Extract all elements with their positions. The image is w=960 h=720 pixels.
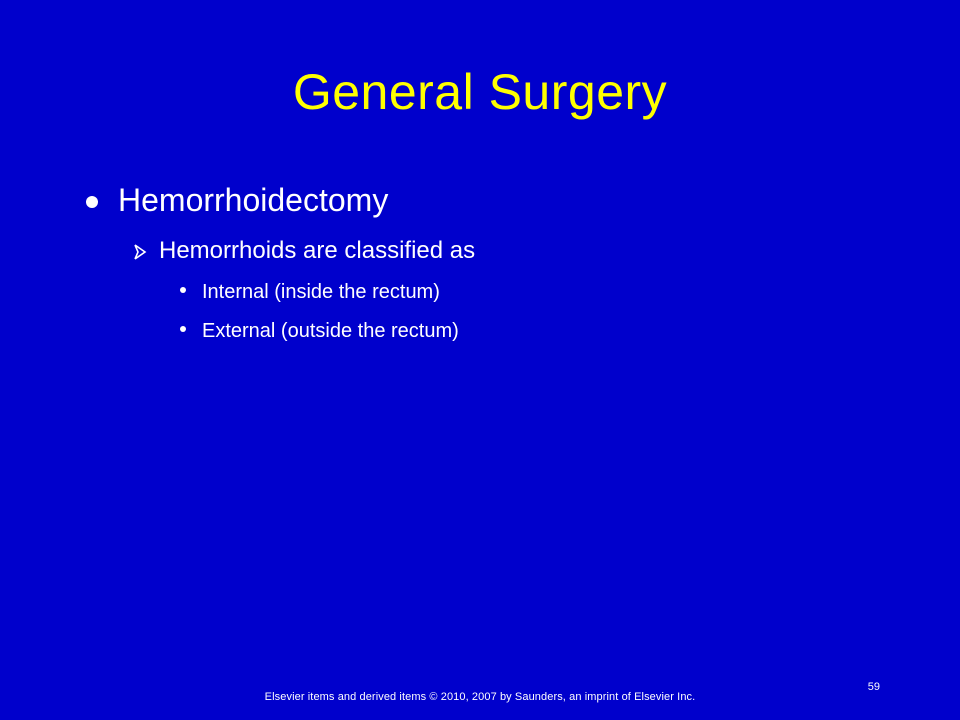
- arrow-right-bullet-icon: [133, 244, 147, 260]
- bullet-level2-text: Hemorrhoids are classified as: [159, 237, 476, 264]
- bullet-level3-text: Internal (inside the rectum): [202, 281, 440, 303]
- bullet-level1-text: Hemorrhoidectomy: [118, 182, 389, 218]
- small-dot-bullet-icon: [180, 326, 186, 332]
- slide-number: 59: [867, 681, 880, 693]
- bullet-level1-hemorrhoidectomy: [86, 180, 388, 220]
- small-dot-bullet-icon: [180, 287, 186, 293]
- filled-circle-bullet-icon: [86, 196, 98, 208]
- bullet-level2-classification: [133, 235, 475, 267]
- slide-title: General Surgery: [292, 64, 668, 120]
- copyright-footer: Elsevier items and derived items © 2010, 2007 by Saunders, an imprint of Elsevier Inc.: [264, 691, 696, 703]
- bullet-level3-internal: [180, 277, 440, 307]
- bullet-level3-external: [180, 316, 459, 346]
- bullet-level3-text: External (outside the rectum): [202, 320, 459, 342]
